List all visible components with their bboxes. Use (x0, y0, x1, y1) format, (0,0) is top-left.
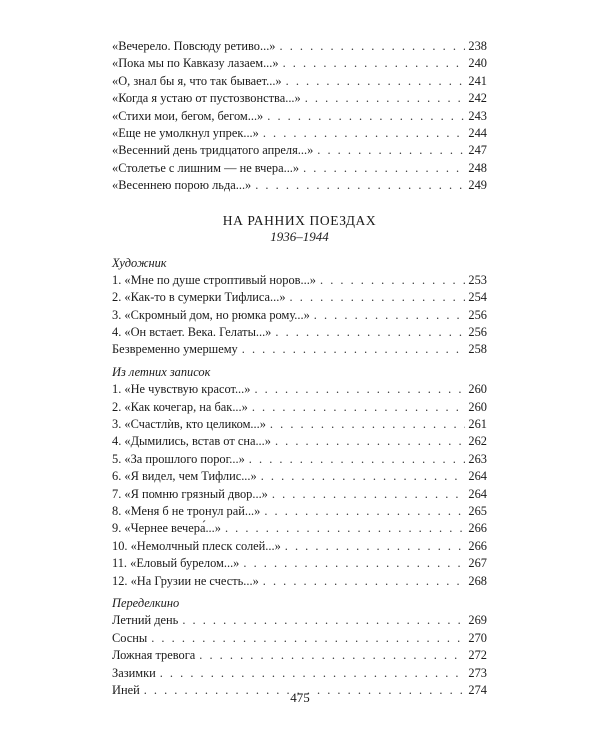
entry-page: 264 (468, 469, 487, 484)
page-number: 475 (290, 690, 310, 705)
entry-page: 260 (468, 382, 487, 397)
dot-leader (270, 416, 465, 433)
toc-entry[interactable] (112, 486, 487, 503)
entry-title: 7. «Я помню грязный двор...» (112, 486, 268, 501)
entry-title: 8. «Меня б не тронул рай...» (112, 503, 261, 518)
dot-leader (264, 503, 465, 520)
toc-entry[interactable] (112, 538, 487, 555)
toc-entry[interactable] (112, 272, 487, 289)
entry-title: 3. «Скромный дом, но рюмка рому...» (112, 307, 310, 322)
toc-entry[interactable] (112, 55, 487, 72)
dot-leader (285, 538, 466, 555)
entry-page: 265 (468, 503, 487, 518)
dot-leader (290, 289, 466, 306)
dot-leader (199, 647, 465, 664)
toc-entry[interactable] (112, 647, 487, 664)
entry-page: 262 (468, 434, 487, 449)
toc-entry[interactable] (112, 520, 487, 537)
dot-leader (305, 90, 466, 107)
entry-page: 248 (468, 160, 487, 175)
toc-entry[interactable] (112, 108, 487, 125)
dot-leader (314, 307, 466, 324)
entry-title: «Когда я устаю от пустозвонства...» (112, 91, 301, 106)
entry-page: 244 (468, 125, 487, 140)
entry-page: 266 (468, 521, 487, 536)
entry-title: Летний день (112, 613, 179, 628)
entry-title: Безвременно умершему (112, 342, 238, 357)
entry-page: 270 (468, 630, 487, 645)
entry-page: 263 (468, 451, 487, 466)
entry-page: 243 (468, 108, 487, 123)
entry-title: 3. «Счастлѝв, кто целиком...» (112, 417, 266, 432)
entry-title: «Стихи мои, бегом, бегом...» (112, 108, 264, 123)
entry-title: «О, знал бы я, что так бывает...» (112, 73, 282, 88)
section-title: Переделкино (112, 595, 180, 610)
dot-leader (263, 125, 466, 142)
entry-title: 4. «Дымились, встав от сна...» (112, 434, 271, 449)
entry-title: «Пока мы по Кавказу лазаем...» (112, 56, 279, 71)
entry-page: 272 (468, 648, 487, 663)
entry-title: Иней (112, 682, 140, 697)
toc-entry[interactable] (112, 555, 487, 572)
toc-entry[interactable] (112, 125, 487, 142)
dot-leader (254, 381, 465, 398)
dot-leader (249, 451, 466, 468)
entry-title: 11. «Еловый бурелом...» (112, 556, 240, 571)
entry-page: 247 (468, 143, 487, 158)
dot-leader (261, 468, 466, 485)
section-title: Художник (112, 255, 167, 270)
entry-page: 249 (468, 178, 487, 193)
section-entries (112, 612, 487, 699)
dot-leader (272, 486, 466, 503)
entry-page: 240 (468, 56, 487, 71)
dot-leader (303, 160, 465, 177)
dot-leader (252, 399, 466, 416)
dot-leader (243, 555, 465, 572)
entry-title: 1. «Не чувствую красот...» (112, 382, 251, 397)
entry-page: 266 (468, 538, 487, 553)
dot-leader (160, 665, 466, 682)
section-entries (112, 272, 487, 359)
toc-entry[interactable] (112, 324, 487, 341)
toc-entry[interactable] (112, 573, 487, 590)
entry-title: 9. «Чернее вечера́...» (112, 521, 221, 536)
toc-entry[interactable] (112, 451, 487, 468)
toc-entry[interactable] (112, 433, 487, 450)
entry-page: 242 (468, 91, 487, 106)
entry-title: 6. «Я видел, чем Тифлис...» (112, 469, 257, 484)
entry-title: «Столетье с лишним — не вчера...» (112, 160, 300, 175)
toc-entry[interactable] (112, 307, 487, 324)
top-entries-list (112, 38, 487, 195)
entry-title: 4. «Он встает. Века. Гелаты...» (112, 325, 272, 340)
toc-entry[interactable] (112, 160, 487, 177)
chapter-title: НА РАННИХ ПОЕЗДАХ (222, 212, 377, 228)
entry-page: 254 (468, 290, 487, 305)
toc-entry[interactable] (112, 503, 487, 520)
section-title: Из летних записок (112, 364, 211, 379)
entry-title: 5. «За прошлого порог...» (112, 451, 245, 466)
entry-title: Ложная тревога (112, 648, 196, 663)
entry-page: 256 (468, 307, 487, 322)
toc-entry[interactable] (112, 468, 487, 485)
toc-entry[interactable] (112, 142, 487, 159)
dot-leader (283, 55, 466, 72)
entry-title: 10. «Немолчный плеск солей...» (112, 538, 281, 553)
entry-page: 269 (468, 613, 487, 628)
toc-entry[interactable] (112, 630, 487, 647)
dot-leader (267, 108, 465, 125)
dot-leader (255, 177, 465, 194)
dot-leader (280, 38, 466, 55)
toc-entry[interactable] (112, 90, 487, 107)
toc-entry[interactable] (112, 665, 487, 682)
dot-leader (317, 142, 465, 159)
dot-leader (263, 573, 466, 590)
dot-leader (275, 433, 465, 450)
entry-page: 256 (468, 325, 487, 340)
dot-leader (286, 73, 466, 90)
entry-page: 268 (468, 573, 487, 588)
entry-page: 241 (468, 73, 487, 88)
entry-page: 261 (468, 417, 487, 432)
entry-title: «Весеннею порою льда...» (112, 178, 252, 193)
spacer (112, 245, 487, 255)
entry-page: 258 (468, 342, 487, 357)
entry-title: Зазимки (112, 665, 156, 680)
dot-leader (151, 630, 465, 647)
dot-leader (225, 520, 465, 537)
entry-title: «Еще не умолкнул упрек...» (112, 125, 259, 140)
entry-title: 1. «Мне по душе строптивый норов...» (112, 272, 316, 287)
toc-entry[interactable] (112, 341, 487, 358)
toc-entry[interactable] (112, 73, 487, 90)
toc-entry[interactable] (112, 399, 487, 416)
toc-entry[interactable] (112, 612, 487, 629)
table-of-contents (112, 38, 487, 699)
dot-leader (275, 324, 465, 341)
toc-entry[interactable] (112, 289, 487, 306)
toc-entry[interactable] (112, 416, 487, 433)
entry-title: 2. «Как кочегар, на бак...» (112, 399, 248, 414)
chapter-years: 1936–1944 (270, 228, 329, 244)
entry-title: 12. «На Грузии не счесть...» (112, 573, 259, 588)
entry-title: 2. «Как-то в сумерки Тифлиса...» (112, 290, 286, 305)
dot-leader (182, 612, 465, 629)
toc-entry[interactable] (112, 38, 487, 55)
entry-title: «Весенний день тридцатого апреля...» (112, 143, 314, 158)
dot-leader (320, 272, 465, 289)
entry-page: 274 (468, 682, 487, 697)
entry-page: 253 (468, 272, 487, 287)
entry-title: Сосны (112, 630, 148, 645)
entry-page: 260 (468, 399, 487, 414)
entry-page: 264 (468, 486, 487, 501)
entry-page: 238 (468, 39, 487, 53)
entry-page: 273 (468, 665, 487, 680)
entry-page: 267 (468, 556, 487, 571)
dot-leader (242, 341, 466, 358)
section-entries (112, 381, 487, 590)
entry-title: «Вечерело. Повсюду ретиво...» (112, 39, 276, 53)
toc-entry[interactable] (112, 381, 487, 398)
toc-entry[interactable] (112, 177, 487, 194)
